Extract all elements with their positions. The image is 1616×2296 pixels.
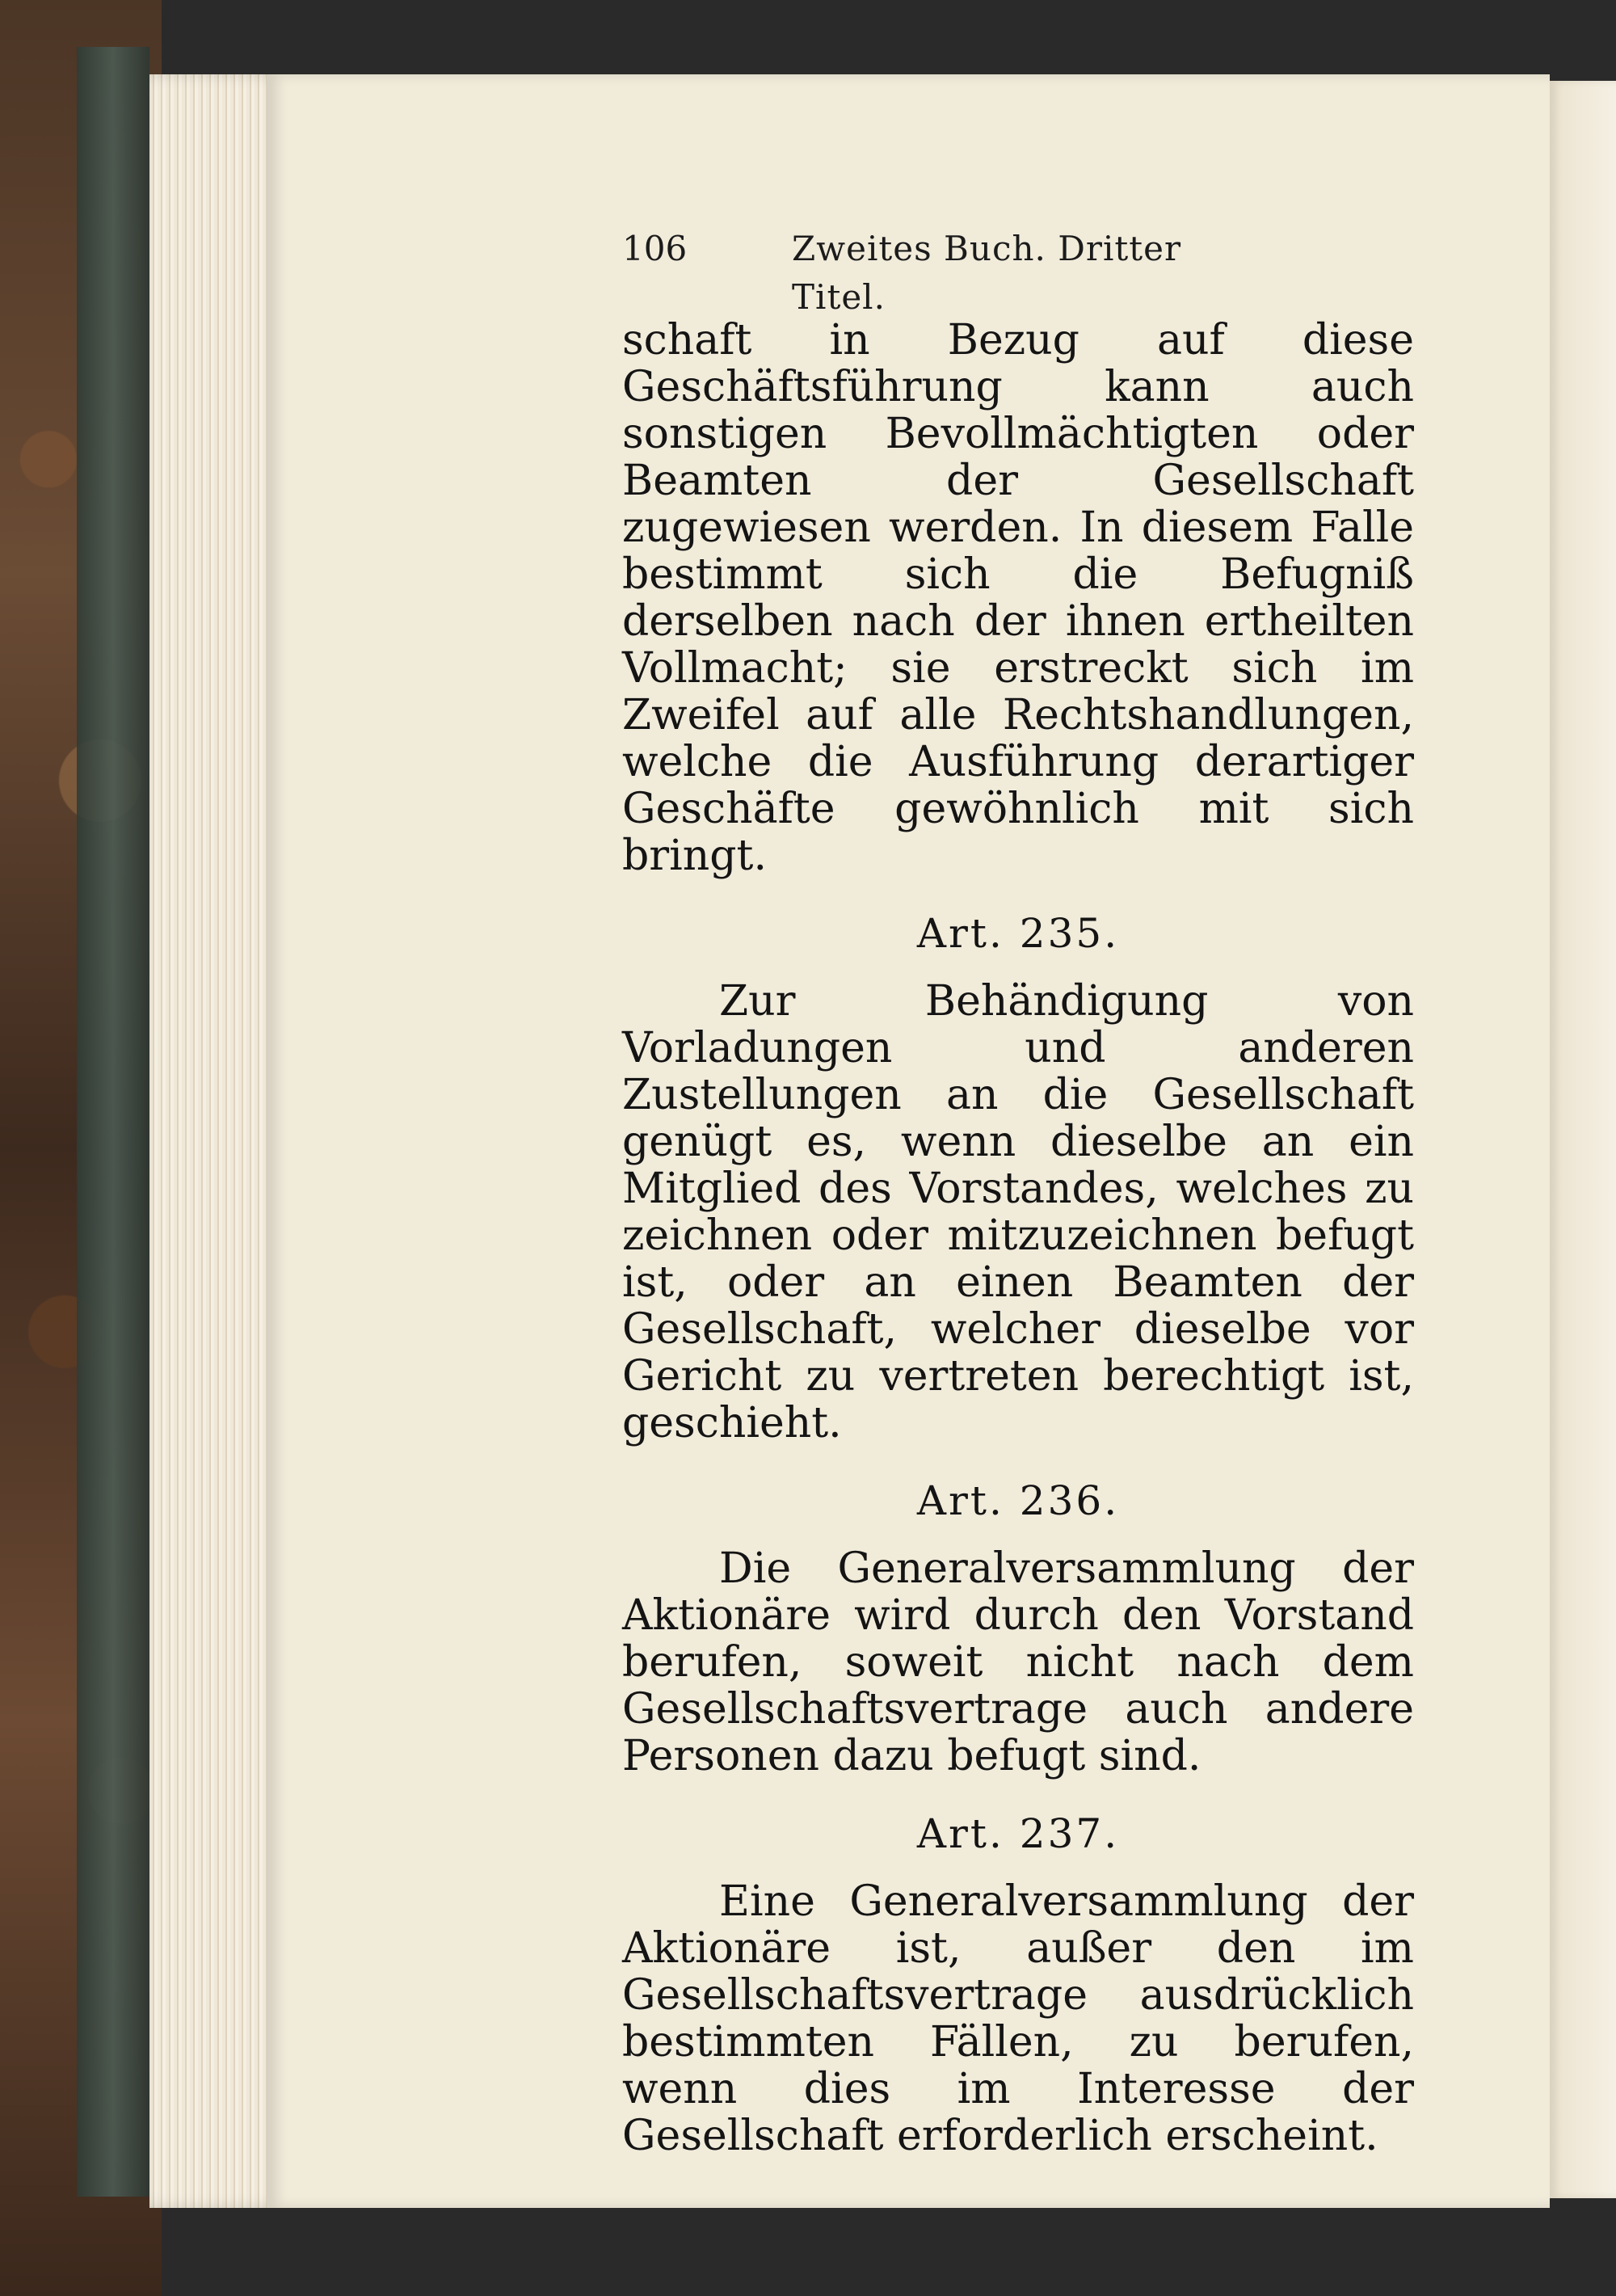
main-text — [622, 317, 1414, 2159]
paragraph-continuation: schaft in Bezug auf diese Geschäftsführung kann auch sonstigen Bevollmächtigten oder Beamten der Gesellschaft zugewiesen werden. In diesem Falle bestimmt sich die Befugniß derselben nach der ihnen ertheilten Vollmacht; sie erstreckt sich im Zweifel auf alle Rechtshandlungen, welche die Ausführung derartiger Geschäfte gewöhnlich mit sich bringt. — [622, 316, 1414, 880]
running-head: Zweites Buch. Dritter Titel. — [792, 229, 1182, 317]
page-number: 106 — [622, 229, 688, 268]
article-236-text: Die Generalversammlung der Aktionäre wird durch den Vorstand berufen, soweit nicht nach dem Gesellschaftsvertrage auch andere Personen dazu befugt sind. — [622, 1544, 1414, 1780]
page-header — [356, 225, 1277, 317]
cloth-spine — [77, 47, 149, 2197]
article-237-heading: Art. 237. — [916, 1810, 1120, 1857]
article-237-text: Eine Generalversammlung der Aktionäre ist, außer den im Gesellschaftsvertrage ausdrücklich bestimmten Fällen, zu berufen, wenn dies im Interesse der Gesellschaft erforderlich erscheint. — [622, 1877, 1414, 2160]
article-236-heading: Art. 236. — [916, 1477, 1120, 1524]
article-235-heading: Art. 235. — [916, 910, 1120, 957]
article-235-text: Zur Behändigung von Vorladungen und anderen Zustellungen an die Gesellschaft genügt es, wenn dieselbe an ein Mitglied des Vorstandes, welches zu zeichnen oder mitzuzeichnen befugt ist, oder an einen Beamten der Gesellschaft, welcher dieselbe vor Gericht zu vertreten berechtigt ist, geschieht. — [622, 977, 1414, 1447]
facing-page-edge — [1550, 81, 1616, 2198]
